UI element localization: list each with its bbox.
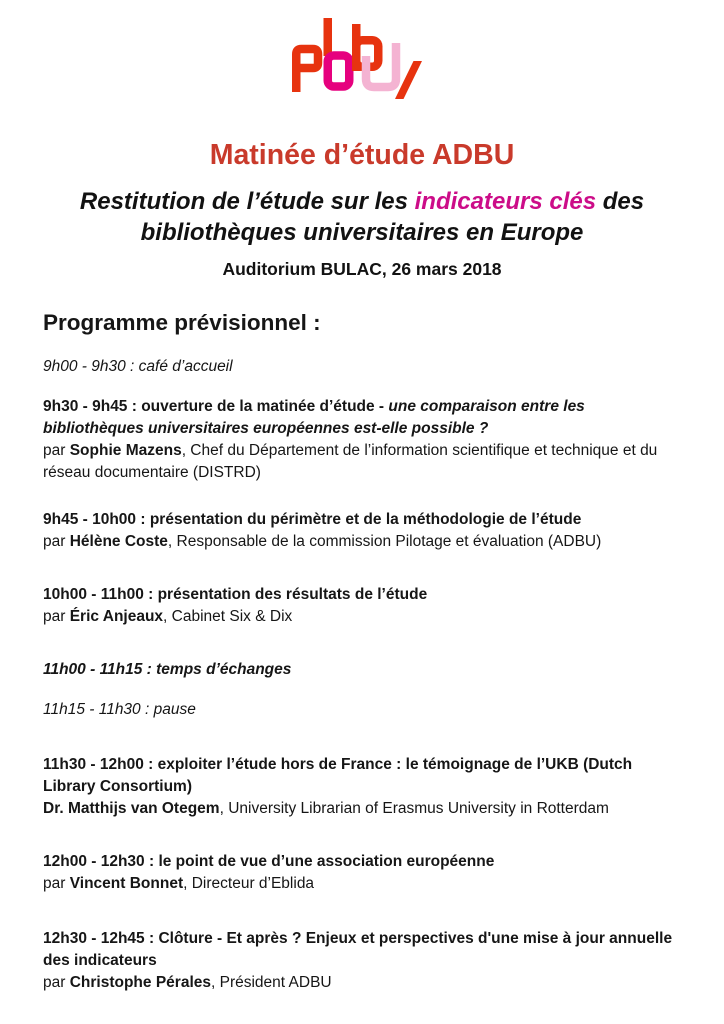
- program-text-segment: Éric Anjeaux: [69, 608, 164, 625]
- program-text-segment: 10h00 - 11h00 : présentation des résultats de l’étude: [43, 586, 428, 603]
- program-items: [43, 356, 685, 994]
- venue-date: Auditorium BULAC, 26 mars 2018: [222, 259, 502, 279]
- program-item-speaker: [43, 440, 685, 484]
- program-text-segment: 9h30 - 9h45 : ouverture de la matinée d’étude -: [43, 398, 389, 415]
- program-text-segment: 12h00 - 12h30 : le point de vue d’une association européenne: [43, 853, 495, 870]
- logo-letter-a: [296, 49, 318, 92]
- program-text-segment: , Directeur d’Eblida: [183, 875, 315, 892]
- program-item-title: [43, 851, 685, 873]
- program-item-title: [43, 659, 685, 681]
- program-item: [43, 851, 685, 895]
- program-item-speaker: [43, 873, 685, 895]
- program-text-segment: par: [43, 533, 70, 550]
- program-item: [43, 699, 685, 721]
- program-item-title: [43, 928, 685, 972]
- program-item-speaker: [43, 606, 685, 628]
- program-text-segment: , University Librarian of Erasmus University in Rotterdam: [219, 800, 609, 817]
- page-title: Matinée d’étude ADBU: [209, 139, 515, 171]
- program-text-segment: 12h30 - 12h45 : Clôture - Et après ? Enjeux et perspectives d'une mise à jour annuelle des indicateurs: [43, 930, 673, 969]
- program-text-segment: une comparaison entre les bibliothèques universitaires européennes est-elle possible ?: [43, 398, 585, 437]
- program-text-segment: Vincent Bonnet: [69, 875, 184, 892]
- program-text-segment: par: [43, 974, 70, 991]
- logo-letter-d-bowl: [328, 56, 350, 87]
- adbu-logo-graphic: [292, 16, 432, 121]
- subtitle-text-post: des: [596, 188, 645, 215]
- program-text-segment: par: [43, 875, 70, 892]
- program-item: [43, 396, 685, 484]
- program-text-segment: , Cabinet Six & Dix: [163, 608, 293, 625]
- program-text-segment: Hélène Coste: [69, 533, 168, 550]
- program-item-title: [43, 754, 685, 798]
- program-item-title: [43, 699, 685, 721]
- program-text-segment: , Responsable de la commission Pilotage et évaluation (ADBU): [167, 533, 602, 550]
- page-subtitle: [37, 186, 687, 248]
- adbu-logo: [0, 0, 724, 121]
- program-text-segment: par: [43, 442, 70, 459]
- subtitle-highlight: indicateurs clés: [414, 188, 597, 215]
- program-text-segment: Christophe Pérales: [69, 974, 211, 991]
- program-text-segment: Dr. Matthijs van Otegem: [43, 800, 220, 817]
- program-item: [43, 356, 685, 378]
- program-item-title: [43, 396, 685, 440]
- program-item: [43, 659, 685, 681]
- program-item-title: [43, 509, 685, 531]
- program-heading: Programme prévisionnel :: [43, 310, 321, 335]
- program-text-segment: 11h00 - 11h15 : temps d’échanges: [43, 661, 292, 678]
- program-item: [43, 754, 685, 820]
- program-text-segment: 9h00 - 9h30 : café d’accueil: [43, 358, 233, 375]
- program-item-speaker: [43, 972, 685, 994]
- program-text-segment: 11h15 - 11h30 : pause: [43, 701, 196, 718]
- program-item: [43, 584, 685, 628]
- program-item-title: [43, 356, 685, 378]
- program-text-segment: , Président ADBU: [211, 974, 332, 991]
- program-section: [43, 309, 685, 994]
- subtitle-text-pre: Restitution de l’étude sur les: [79, 188, 415, 215]
- program-item: [43, 509, 685, 553]
- program-text-segment: 11h30 - 12h00 : exploiter l’étude hors de France : le témoignage de l’UKB (Dutch Library Consortium): [43, 756, 633, 795]
- subtitle-line2: bibliothèques universitaires en Europe: [140, 219, 584, 246]
- program-text-segment: , Chef du Département de l’information scientifique et technique et du réseau documentaire (DISTRD): [43, 442, 658, 481]
- program-text-segment: par: [43, 608, 70, 625]
- program-item: [43, 928, 685, 994]
- program-text-segment: 9h45 - 10h00 : présentation du périmètre et de la méthodologie de l’étude: [43, 511, 582, 528]
- logo-letter-d-stem: [324, 18, 333, 56]
- program-item-speaker: [43, 531, 685, 553]
- program-text-segment: Sophie Mazens: [69, 442, 182, 459]
- program-item-title: [43, 584, 685, 606]
- program-item-speaker: [43, 798, 685, 820]
